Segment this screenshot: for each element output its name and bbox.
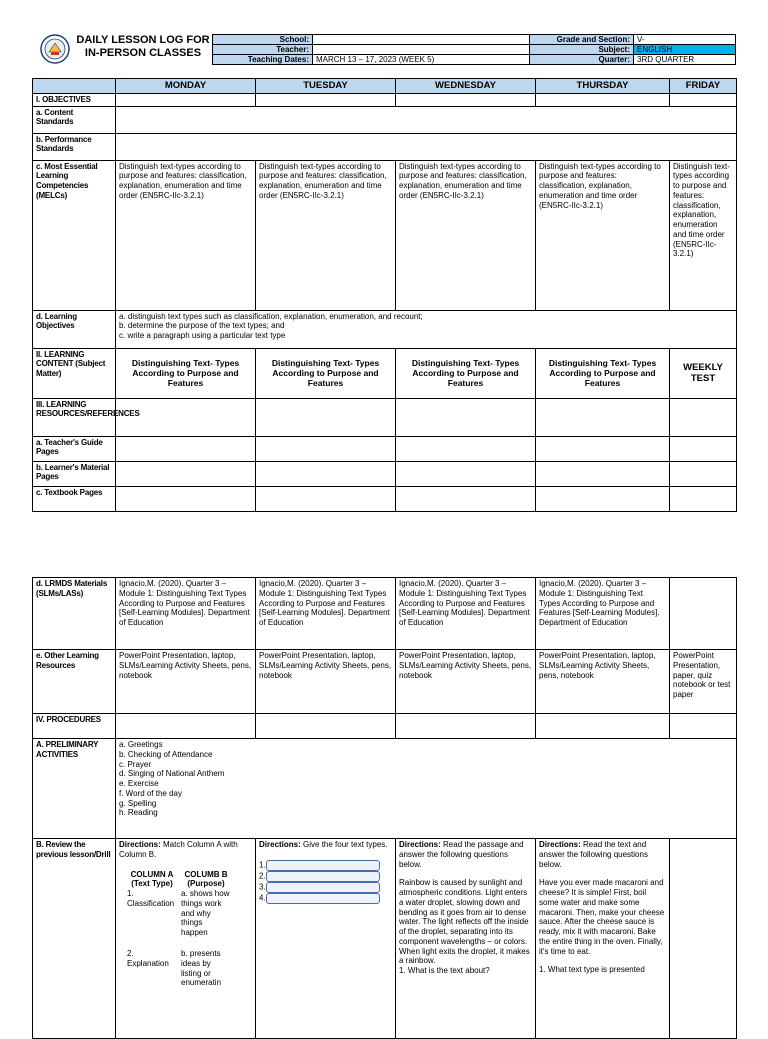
day-header-thursday: THURSDAY <box>536 79 670 94</box>
corner-cell <box>33 79 116 94</box>
answer-number: 4. <box>259 893 266 903</box>
cell[interactable] <box>670 436 737 461</box>
answer-input[interactable] <box>266 871 380 882</box>
grade-value[interactable]: V- <box>634 35 736 45</box>
answer-input[interactable] <box>266 893 380 904</box>
wednesday-question-1: 1. What is the text about? <box>399 966 490 975</box>
title-line-2: IN-PERSON CLASSES <box>84 47 202 60</box>
cell[interactable] <box>536 436 670 461</box>
quarter-label: Quarter: <box>530 55 634 65</box>
column-b-item: a. shows how things work and why things happen <box>181 889 230 937</box>
row-label-content-standards: a. Content Standards <box>33 106 116 133</box>
dates-label: Teaching Dates: <box>213 55 313 65</box>
thursday-directions-text: Read the text and answer the following questions below. <box>539 840 648 869</box>
day-header-monday: MONDAY <box>116 79 256 94</box>
cell[interactable] <box>670 486 737 511</box>
rainbow-passage: Rainbow is caused by sunlight and atmospheric conditions. Light enters a water droplet, slowing down and bending as it goes from air to dense water. The light reflects off the inside of the droplet, separating into its component wavelengths – or colors. When light exits the droplet, it makes a rainbow. <box>399 878 530 966</box>
monday-directions-label: Directions: <box>119 840 161 849</box>
cell[interactable] <box>396 486 536 511</box>
weekly-test-friday[interactable]: WEEKLY TEST <box>670 348 737 398</box>
review-thursday[interactable] <box>536 839 670 1039</box>
melc-monday[interactable]: Distinguish text-types according to purpose and features: classification, explanation, enumeration and time order (EN5RC-IIc-3.2.1) <box>116 160 256 310</box>
deped-seal-logo <box>40 34 70 64</box>
column-a-item: 2. Explanation <box>127 949 169 968</box>
cell[interactable] <box>256 436 396 461</box>
melc-thursday[interactable]: Distinguish text-types according to purpose and features: classification, explanation, enumeration and time order (EN5RC-IIc-3.2.1) <box>536 160 670 310</box>
melc-tuesday[interactable]: Distinguish text-types according to purpose and features: classification, explanation, enumeration and time order (EN5RC-IIc-3.2.1) <box>256 160 396 310</box>
content-standards-cell[interactable] <box>116 106 737 133</box>
other-thursday[interactable]: PowerPoint Presentation, laptop, SLMs/Learning Activity Sheets, pens, notebook <box>536 650 670 714</box>
other-monday[interactable]: PowerPoint Presentation, laptop, SLMs/Learning Activity Sheets, pens, notebook <box>116 650 256 714</box>
tuesday-directions-label: Directions: <box>259 840 301 849</box>
cell[interactable] <box>670 714 737 739</box>
cell[interactable] <box>670 93 737 106</box>
review-wednesday[interactable] <box>396 839 536 1039</box>
wednesday-directions-label: Directions: <box>399 840 441 849</box>
other-friday[interactable]: PowerPoint Presentation, paper, quiz notebook or test paper <box>670 650 737 714</box>
lrmds-monday[interactable]: Ignacio,M. (2020). Quarter 3 – Module 1: Distinguishing Text Types According to Purpose and Features [Self-Learning Modules]. Department of Education <box>116 578 256 650</box>
row-label-learning-objectives: d. Learning Objectives <box>33 310 116 348</box>
row-label-teachers-guide: a. Teacher's Guide Pages <box>33 436 116 461</box>
cell[interactable] <box>396 398 536 436</box>
other-tuesday[interactable]: PowerPoint Presentation, laptop, SLMs/Learning Activity Sheets, pens, notebook <box>256 650 396 714</box>
row-label-objectives: I. OBJECTIVES <box>33 93 116 106</box>
content-tuesday[interactable]: Distinguishing Text- Types According to Purpose and Features <box>256 348 396 398</box>
day-header-tuesday: TUESDAY <box>256 79 396 94</box>
cell[interactable] <box>396 714 536 739</box>
lrmds-wednesday[interactable]: Ignacio,M. (2020). Quarter 3 – Module 1: Distinguishing Text Types According to Purpose and Features [Self-Learning Modules]. Department of Education <box>396 578 536 650</box>
melc-friday[interactable]: Distinguish text-types according to purpose and features: classification, explanation, enumeration and time order (EN5RC-IIc-3.2.1) <box>670 160 737 310</box>
row-label-preliminary: A. PRELIMINARY ACTIVITIES <box>33 739 116 839</box>
row-label-performance-standards: b. Performance Standards <box>33 133 116 160</box>
answer-number: 1. <box>259 860 266 870</box>
cell[interactable] <box>536 398 670 436</box>
row-label-resources: III. LEARNING RESOURCES/REFERENCES <box>33 398 116 436</box>
review-friday[interactable] <box>670 839 737 1039</box>
answer-number: 2. <box>259 871 266 881</box>
row-label-lrmds: d. LRMDS Materials (SLMs/LASs) <box>33 578 116 650</box>
lrmds-tuesday[interactable]: Ignacio,M. (2020). Quarter 3 – Module 1: Distinguishing Text Types According to Purpose and Features [Self-Learning Modules]. Department of Education <box>256 578 396 650</box>
cell[interactable] <box>116 461 256 486</box>
cell[interactable] <box>256 461 396 486</box>
answer-number: 3. <box>259 882 266 892</box>
cell[interactable] <box>536 461 670 486</box>
header-info-table <box>212 34 736 65</box>
quarter-value[interactable]: 3RD QUARTER <box>634 55 736 65</box>
cell[interactable] <box>256 486 396 511</box>
review-monday[interactable] <box>116 839 256 1039</box>
row-label-review: B. Review the previous lesson/Drill <box>33 839 116 1039</box>
subject-value[interactable]: ENGLISH <box>634 45 736 55</box>
row-label-procedures: IV. PROCEDURES <box>33 714 116 739</box>
teacher-value[interactable] <box>313 45 530 55</box>
row-label-learning-content: II. LEARNING CONTENT (Subject Matter) <box>33 348 116 398</box>
monday-directions-text: Match Column A with Column B. <box>119 840 238 859</box>
macaroni-passage: Have you ever made macaroni and cheese? It is simple! First, boil some water and make some macaroni. Then, make your cheese sauce. After the cheese sauce is ready, mix it with macaroni. Bake the entire thing in the oven. Finally, it's time to eat. <box>539 878 665 956</box>
thursday-directions-label: Directions: <box>539 840 581 849</box>
cell[interactable] <box>396 461 536 486</box>
column-b-item: b. presents ideas by listing or enumeratin <box>181 949 222 988</box>
day-header-friday: FRIDAY <box>670 79 737 94</box>
column-b-header: COLUMB B (Purpose) <box>184 869 228 889</box>
dates-value[interactable]: MARCH 13 – 17, 2023 (WEEK 5) <box>313 55 530 65</box>
other-wednesday[interactable]: PowerPoint Presentation, laptop, SLMs/Learning Activity Sheets, pens, notebook <box>396 650 536 714</box>
cell[interactable] <box>116 93 256 106</box>
school-value[interactable] <box>313 35 530 45</box>
content-thursday[interactable]: Distinguishing Text- Types According to Purpose and Features <box>536 348 670 398</box>
cell[interactable] <box>256 714 396 739</box>
grade-label: Grade and Section: <box>530 35 634 45</box>
cell[interactable] <box>116 714 256 739</box>
lrmds-friday[interactable] <box>670 578 737 650</box>
row-label-melcs: c. Most Essential Learning Competencies (MELCs) <box>33 160 116 310</box>
day-header-wednesday: WEDNESDAY <box>396 79 536 94</box>
answer-input[interactable] <box>266 860 380 871</box>
subject-label: Subject: <box>530 45 634 55</box>
learning-objectives-text[interactable]: a. distinguish text types such as classification, explanation, enumeration, and recount; b. determine the purpose of the text types; and c. write a paragraph using a particular text type <box>116 310 737 348</box>
cell[interactable] <box>536 93 670 106</box>
melc-wednesday[interactable]: Distinguish text-types according to purpose and features: classification, explanation, enumeration and time order (EN5RC-IIc-3.2.1) <box>396 160 536 310</box>
lrmds-thursday[interactable]: Ignacio,M. (2020). Quarter 3 – Module 1: Distinguishing Text Types According to Purpose and Features [Self-Learning Modules]. Department of Education <box>536 578 670 650</box>
review-tuesday[interactable] <box>256 839 396 1039</box>
cell[interactable] <box>670 461 737 486</box>
title-line-1: DAILY LESSON LOG FOR <box>76 34 210 46</box>
lesson-log-table-page-2 <box>32 577 737 1039</box>
match-columns-table <box>125 870 233 989</box>
performance-standards-cell[interactable] <box>116 133 737 160</box>
wednesday-directions-text: Read the passage and answer the following questions below. <box>399 840 524 869</box>
cell[interactable] <box>536 486 670 511</box>
cell[interactable] <box>116 486 256 511</box>
cell[interactable] <box>116 436 256 461</box>
answer-input[interactable] <box>266 882 380 893</box>
content-monday[interactable]: Distinguishing Text- Types According to Purpose and Features <box>116 348 256 398</box>
row-label-textbook: c. Textbook Pages <box>33 486 116 511</box>
preliminary-activities-list[interactable]: a. Greetings b. Checking of Attendance c. Prayer d. Singing of National Anthem e. Exercise f. Word of the day g. Spelling h. Reading <box>116 739 737 839</box>
lesson-log-table-page-1 <box>32 78 737 512</box>
cell[interactable] <box>536 714 670 739</box>
cell[interactable] <box>256 398 396 436</box>
document-title <box>74 34 212 60</box>
cell[interactable] <box>396 93 536 106</box>
content-wednesday[interactable]: Distinguishing Text- Types According to Purpose and Features <box>396 348 536 398</box>
tuesday-directions-text: Give the four text types. <box>300 840 388 849</box>
school-label: School: <box>213 35 313 45</box>
teacher-label: Teacher: <box>213 45 313 55</box>
cell[interactable] <box>256 93 396 106</box>
cell[interactable] <box>396 436 536 461</box>
column-a-item: 1. Classification <box>127 889 175 908</box>
cell[interactable] <box>670 398 737 436</box>
row-label-learners-material: b. Learner's Material Pages <box>33 461 116 486</box>
thursday-question-1: 1. What text type is presented <box>539 965 645 975</box>
column-a-header: COLUMN A (Text Type) <box>130 869 174 889</box>
row-label-other-resources: e. Other Learning Resources <box>33 650 116 714</box>
